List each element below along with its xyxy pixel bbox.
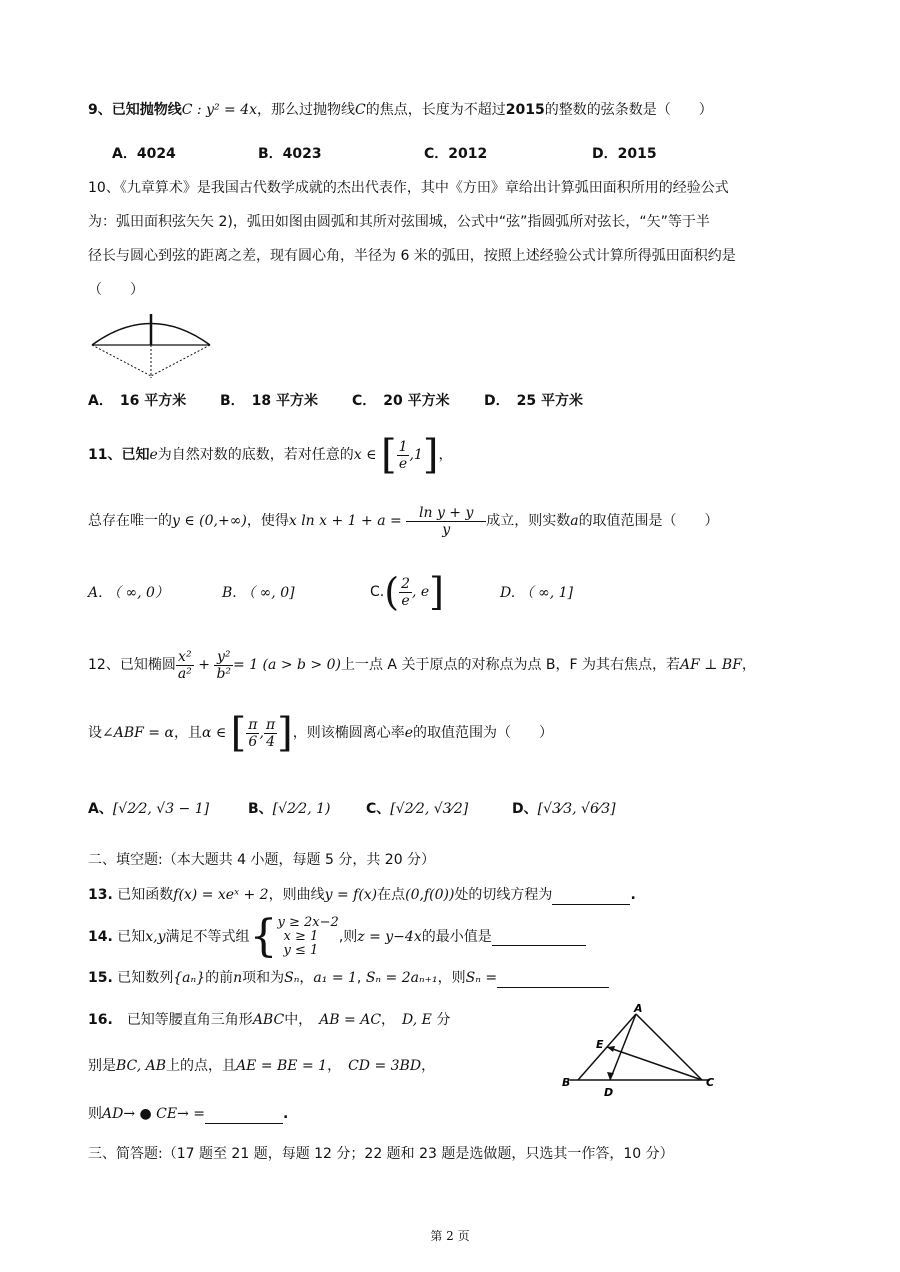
q12-option-b: [248, 798, 330, 818]
q12-bracket-close: ]: [277, 710, 293, 756]
arc-field-figure: [86, 310, 216, 382]
q12-optc-val: [√2⁄2, √3⁄2]: [390, 801, 469, 817]
q11-frac: $\frac{1}{e}$: [398, 438, 408, 472]
q9-text-d: 的整数的弦条数是（ ）: [544, 102, 713, 118]
q12-eq: = 1 (a > b > 0): [233, 657, 341, 673]
q11-optc-label: C.: [370, 584, 385, 600]
q16-l1c: ，: [381, 1012, 389, 1028]
arrow-ad: [607, 1072, 614, 1080]
q12-line2: [88, 710, 553, 756]
q16-bcab: BC, AB: [116, 1058, 167, 1074]
q10-option-c: C． 20 平方米: [352, 393, 450, 409]
q15-sn2: Sₙ =: [465, 970, 498, 986]
q11-line2: [88, 498, 719, 544]
q15-text-d: ，: [299, 970, 314, 986]
q16-line2: [88, 1056, 435, 1076]
q12-opta-label: A、: [88, 801, 113, 817]
q15-text-e: ，则: [437, 970, 466, 986]
q10-line2: 为：弧田面积弦矢矢 2)，弧田如图由圆弧和其所对弦围城，公式中“弦”指圆弧所对弦长，“矢”等于半: [88, 214, 710, 230]
q12-option-d: [512, 798, 616, 818]
arrow-ce: [607, 1046, 615, 1052]
section-3-heading: 三、简答题:（17 题至 21 题，每题 12 分；22 题和 23 题是选做题，只选其一作答，10 分）: [88, 1146, 674, 1162]
q12-plus: +: [193, 657, 215, 673]
q16-ab: AB = AC: [319, 1012, 382, 1028]
q11-optc-e: , e: [411, 584, 430, 600]
q11-x: x ∈: [353, 447, 377, 463]
side-ac: [636, 1014, 702, 1080]
label-d: D: [604, 1086, 614, 1099]
q11-l2d: 的取值范围是（ ）: [578, 513, 719, 529]
q11-option-b: B. （ ∞, 0]: [222, 585, 295, 601]
q11-l2a: 总存在唯一的: [88, 513, 172, 529]
q16-l3a: 则: [88, 1106, 102, 1122]
section-2-heading: 二、填空题:（本大题共 4 小题，每题 5 分，共 20 分）: [88, 852, 436, 868]
q10-option-a: A． 16 平方米: [88, 393, 187, 409]
q15-label: 15.: [88, 970, 113, 986]
q16-l1a: 已知等腰直角三角形: [126, 1012, 253, 1028]
q11-optc-bracket: ]: [429, 570, 444, 614]
q16-line3: [88, 1104, 288, 1124]
q12-l2d: 的取值范围为（ ）: [413, 725, 554, 741]
q13-answer-blank[interactable]: [552, 888, 630, 905]
q16-vec: AD→ ● CE→ =: [102, 1106, 206, 1122]
q11-one: ,1: [409, 447, 423, 463]
q9-math-b: C: [355, 102, 366, 118]
q12-option-c: [366, 798, 468, 818]
q11-option-a: A. （ ∞, 0）: [88, 585, 169, 601]
q12-l2b: ，且: [173, 725, 202, 741]
q16-answer-blank[interactable]: [205, 1107, 283, 1124]
q12-line1: [88, 642, 756, 688]
q11-line1: [88, 432, 452, 478]
q15-a1: a₁ = 1: [313, 970, 357, 986]
q12-frac-y: $\frac{\text{y²}}{\text{b²}}$: [216, 648, 232, 682]
q12-pi6: $\frac{\pi}{6}$: [248, 716, 258, 750]
q16-label: 16.: [88, 1012, 113, 1028]
q11-l2b: ，使得: [246, 513, 289, 529]
q12-e: e: [404, 725, 414, 741]
q12-optd-label: D、: [512, 801, 538, 817]
q13-label: 13.: [88, 887, 113, 903]
q13-fx: f(x) = xeˣ + 2: [173, 887, 269, 903]
q15-sep: ,: [356, 970, 362, 986]
q12-in: α ∈: [201, 725, 227, 741]
q9-num: 2015: [505, 102, 545, 118]
label-c: C: [706, 1076, 715, 1089]
q16-end: .: [283, 1106, 289, 1122]
q12-bracket-open: [: [230, 710, 247, 756]
q13-text: 已知函数: [117, 887, 174, 903]
q16-l1d: 分: [436, 1012, 451, 1028]
q13-text-c: 在点: [377, 887, 406, 903]
q10-option-d: D． 25 平方米: [484, 393, 583, 409]
q14-text-c: ,则: [338, 929, 358, 945]
q15-text-b: 的前: [205, 970, 234, 986]
q11-l2c: 成立，则实数: [486, 513, 571, 529]
q13-point: (0,f(0)): [405, 887, 455, 903]
q16-l2b: 上的点，且: [166, 1058, 237, 1074]
q16-l2c: ，: [327, 1058, 335, 1074]
q10-line3: 径长与圆心到弦的距离之差，现有圆心角，半径为 6 米的弧田，按照上述经验公式计算所得弧田面积约是: [88, 248, 736, 264]
label-e: E: [596, 1038, 604, 1051]
q16-l2d: ，: [421, 1058, 436, 1074]
q12-optd-val: [√3⁄3, √6⁄3]: [537, 801, 616, 817]
q16-de: D, E: [402, 1012, 432, 1028]
q16-cd: CD = 3BD: [348, 1058, 422, 1074]
q9-text-c: 的焦点，长度为不超过: [365, 102, 506, 118]
q12-text: 上一点 A 关于原点的对称点为点 B，F 为其右焦点，若: [340, 657, 681, 673]
q11-l2-a: a: [570, 513, 579, 529]
q15-answer-blank[interactable]: [497, 973, 609, 988]
q16-l1b: 中，: [284, 1012, 306, 1028]
q11-label: 11、已知: [88, 447, 150, 463]
radius-right: [151, 345, 210, 376]
q11-bracket-close: ]: [422, 432, 439, 478]
q9-text-b: ，那么过抛物线: [257, 102, 356, 118]
q11-bracket-open: [: [380, 432, 397, 478]
q11-e: e: [149, 447, 158, 463]
q14-text-a: 已知: [117, 929, 146, 945]
q12-optb-label: B、: [248, 801, 273, 817]
q9-math: C : y² = 4x: [181, 102, 258, 118]
q11-l2-math: y ∈ (0,+∞): [172, 513, 247, 529]
q12-optb-val: [√2⁄2, 1): [272, 801, 331, 817]
q14-label: 14.: [88, 929, 113, 945]
q15-seq: {aₙ}: [173, 970, 206, 986]
q12-label: 12、已知椭圆: [88, 657, 176, 673]
q9-option-d: D．2015: [592, 146, 657, 162]
q12-l2c: ，则该椭圆离心率: [292, 725, 405, 741]
q14-brace: {: [249, 911, 278, 962]
q11-option-d: D. （ ∞, 1]: [500, 585, 574, 601]
q12-sep: ,: [259, 725, 264, 741]
q15-n: n: [233, 970, 243, 986]
label-b: B: [562, 1076, 571, 1089]
q12-frac-x: $\frac{\text{x²}}{\text{a²}}$: [177, 648, 192, 682]
segment-ce: [607, 1047, 702, 1080]
q11-comma: ，: [438, 447, 453, 463]
q15-text-c: 项和为: [242, 970, 285, 986]
q9-option-b: B．4023: [258, 146, 322, 162]
q11-optc-frac: $\frac{2}{e}$: [401, 575, 410, 609]
radius-left: [92, 345, 151, 376]
q13-end: .: [630, 887, 636, 903]
q11-text: 为自然对数的底数，若对任意的: [157, 447, 354, 463]
q12-pi4: $\frac{\pi}{4}$: [265, 716, 276, 750]
q10-line4: （ ）: [88, 282, 144, 298]
q12-optc-label: C、: [366, 801, 391, 817]
q14: [88, 912, 586, 962]
q16-line1: [88, 1010, 450, 1030]
q13-text-b: ，则曲线: [268, 887, 325, 903]
q14-z: z = y−4x: [357, 929, 422, 945]
q14-answer-blank[interactable]: [492, 929, 586, 946]
q15-rel: Sₙ = 2aₙ₊₁: [365, 970, 438, 986]
q9-option-c: C．2012: [424, 146, 488, 162]
q13: [88, 885, 636, 905]
label-a: A: [634, 1002, 643, 1015]
q12-angle: ∠ABF = α: [102, 725, 174, 741]
q12-comma: ，: [741, 657, 756, 673]
q13-curve: y = f(x): [324, 887, 378, 903]
page-footer: 第 2 页: [430, 1229, 470, 1243]
triangle-figure: [560, 1002, 724, 1100]
q10-line1: 10、《九章算术》是我国古代数学成就的杰出代表作，其中《方田》章给出计算弧田面积所用的经验公式: [88, 180, 729, 196]
q12-option-a: [88, 798, 209, 818]
q11-l2-eq: x ln x + 1 + a =: [288, 513, 402, 529]
q12-opta-val: [√2⁄2, √3 − 1]: [112, 801, 210, 817]
q16-l2a: 别是: [88, 1058, 116, 1074]
q14-vars: x,y: [145, 929, 166, 945]
q15-text-a: 已知数列: [117, 970, 174, 986]
q16-abc: ABC: [252, 1012, 285, 1028]
q14-text-b: 满足不等式组: [165, 929, 250, 945]
q14-text-d: 的最小值是: [421, 929, 492, 945]
q15-sn: Sₙ: [284, 970, 300, 986]
q12-perp: AF ⊥ BF: [680, 657, 742, 673]
q12-l2a: 设: [88, 725, 102, 741]
q9-option-a: A．4024: [112, 146, 176, 162]
q13-text-d: 处的切线方程为: [454, 887, 553, 903]
q9-stem: [88, 100, 713, 120]
q11-optc-paren: (: [384, 570, 400, 614]
q9-text: 9、已知抛物线: [88, 102, 182, 118]
q10-option-b: B． 18 平方米: [220, 393, 319, 409]
q14-system: y ≥ 2x−2 x ≥ 1 y ≤ 1: [277, 915, 339, 958]
q15: [88, 968, 609, 988]
q16-aebe: AE = BE = 1: [236, 1058, 328, 1074]
q11-l2-frac: $\frac{\text{ln y + y}}{y}$: [406, 505, 486, 538]
q11-option-c: [370, 568, 444, 616]
